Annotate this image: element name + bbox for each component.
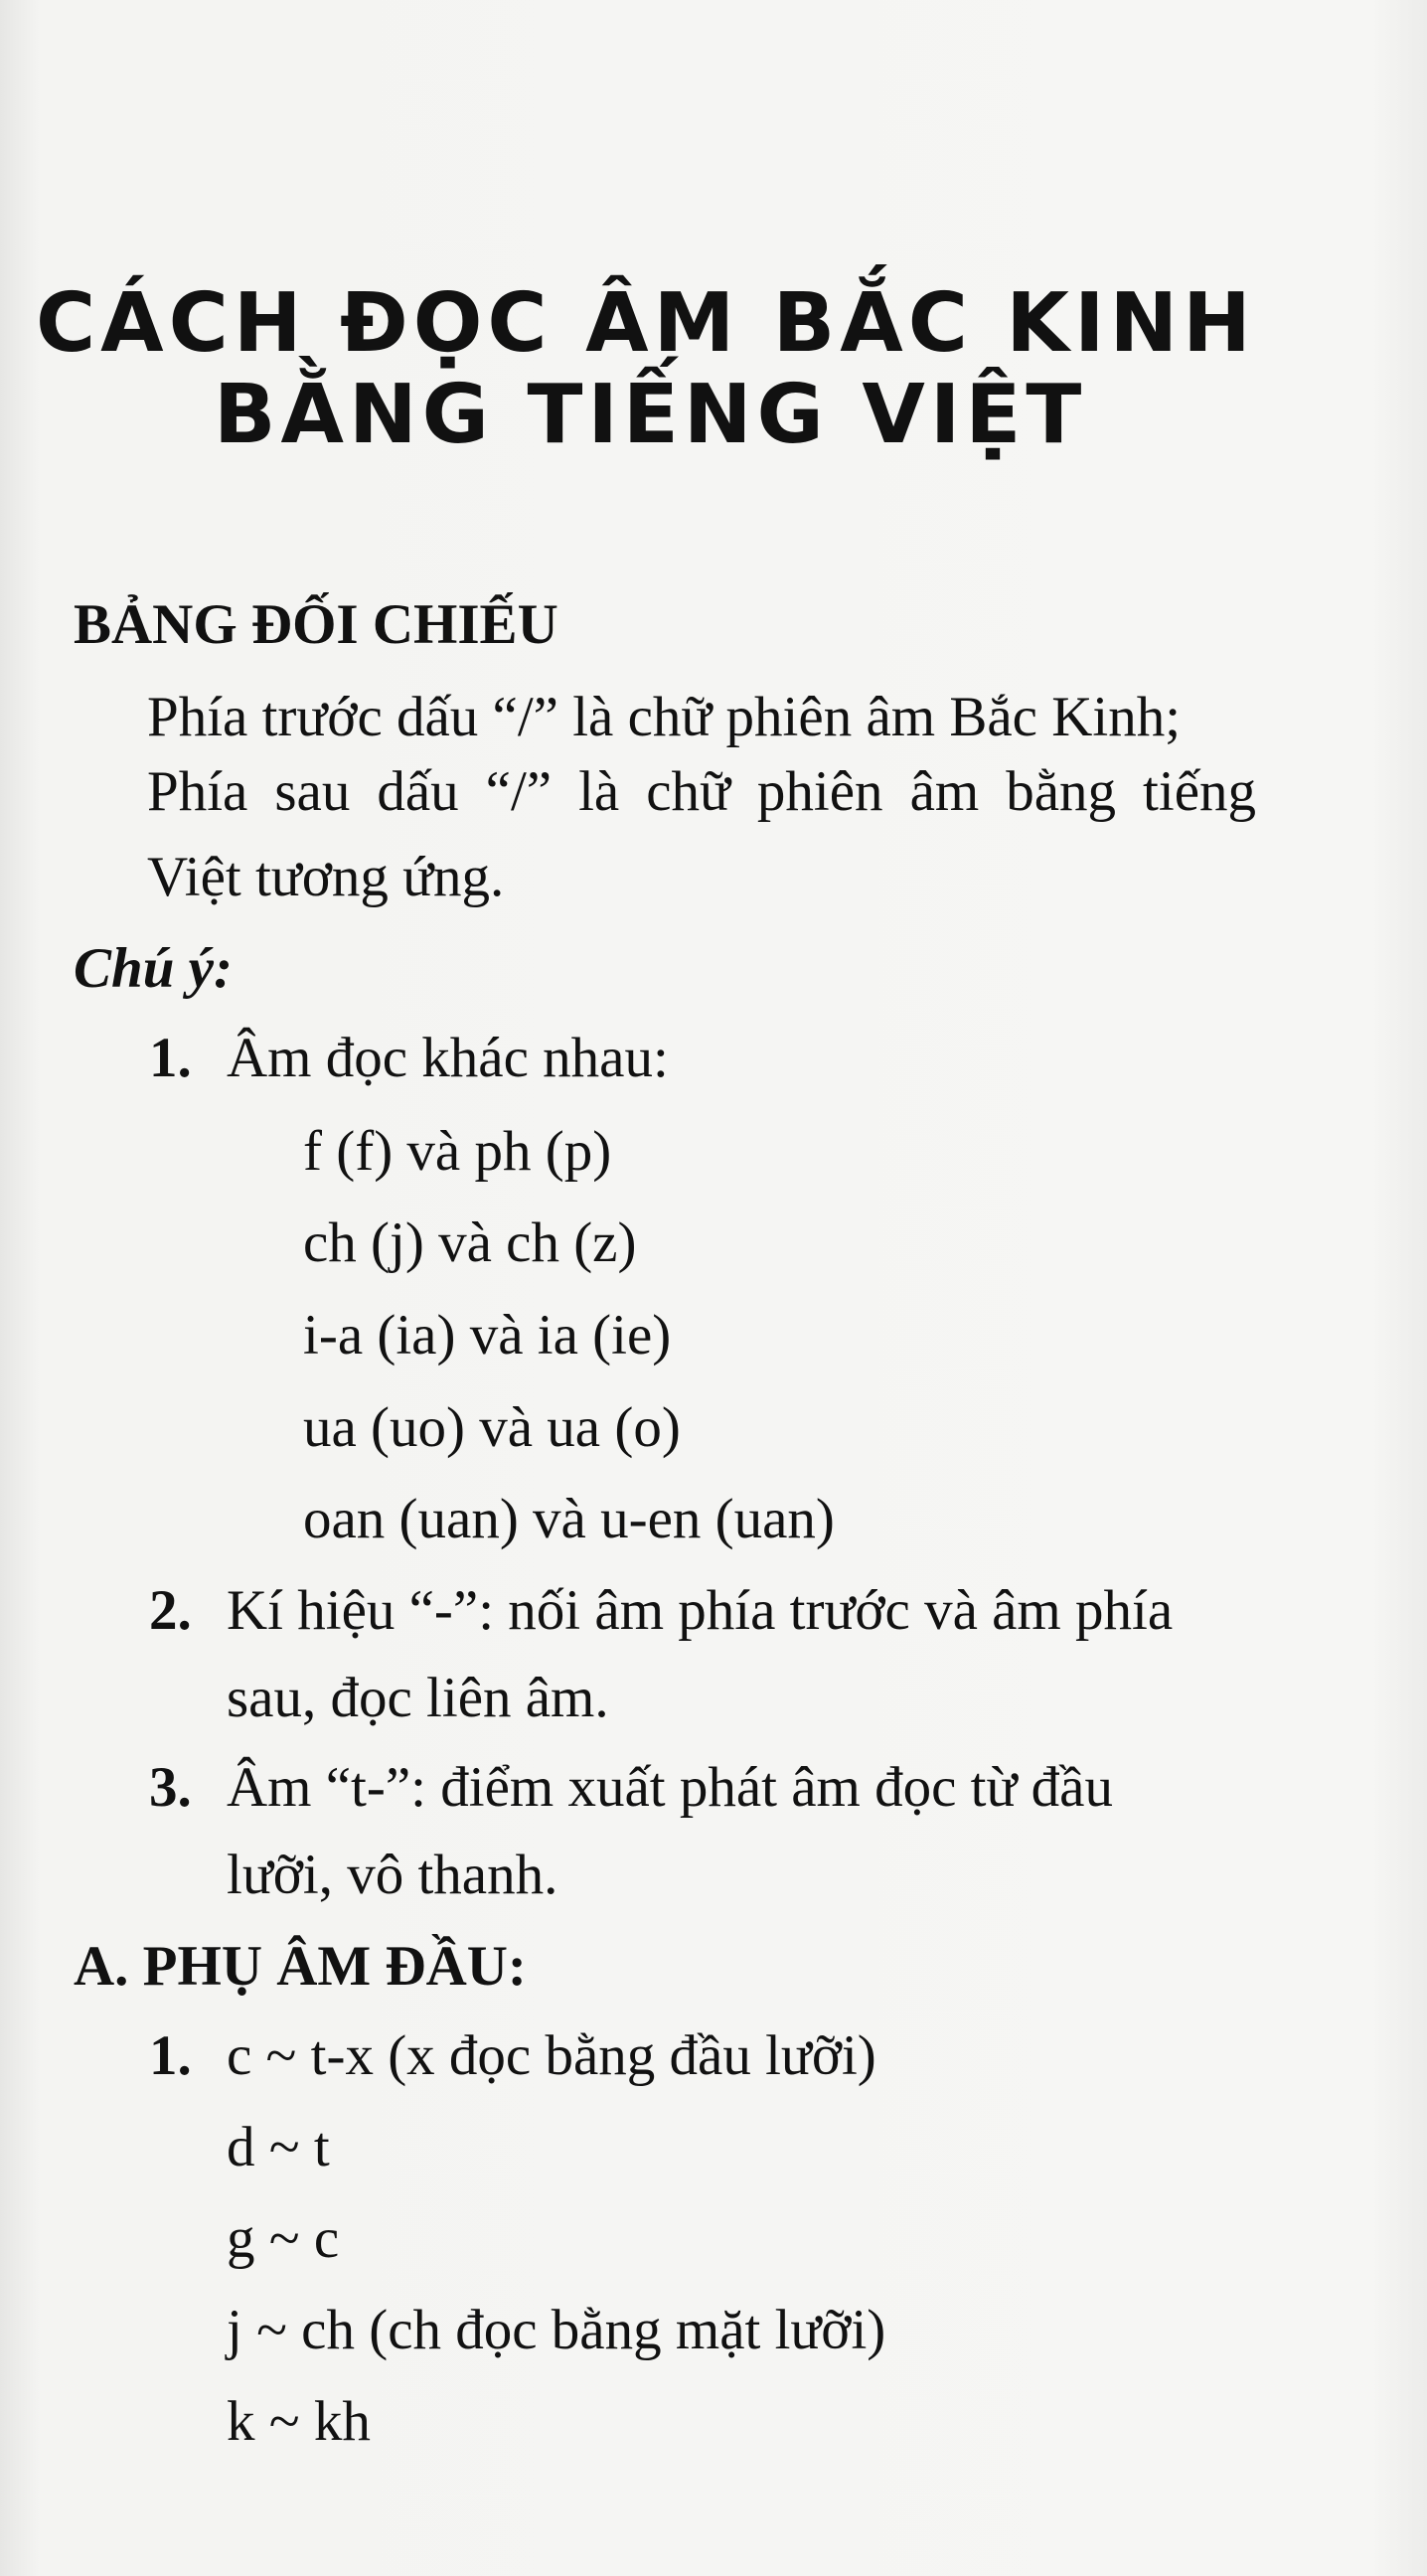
note-sub-item: oan (uan) và u-en (uan) xyxy=(303,1488,835,1550)
note-item-3-continuation: lưỡi, vô thanh. xyxy=(227,1844,558,1906)
consonant-item: j ~ ch (ch đọc bằng mặt lưỡi) xyxy=(227,2299,886,2361)
word: chữ xyxy=(646,760,730,823)
note-item-text: Âm đọc khác nhau: xyxy=(227,1027,669,1089)
intro-paragraph-line-1: Phía trước dấu “/” là chữ phiên âm Bắc Kinh; xyxy=(147,686,1182,748)
note-sub-item: ua (uo) và ua (o) xyxy=(303,1396,681,1459)
page-title-line-1: CÁCH ĐỌC ÂM BẮC KINH xyxy=(36,276,1256,371)
section-heading-compare: BẢNG ĐỐI CHIẾU xyxy=(74,593,558,656)
intro-paragraph-line-3: Việt tương ứng. xyxy=(147,846,505,908)
page-title-line-2: BẰNG TIẾNG VIỆT xyxy=(214,368,1087,462)
note-sub-item: ch (j) và ch (z) xyxy=(303,1211,637,1274)
note-item-text: Kí hiệu “-”: nối âm phía trước và âm phía xyxy=(227,1579,1174,1642)
word: bằng xyxy=(1006,760,1117,823)
note-item-2-continuation: sau, đọc liên âm. xyxy=(227,1667,609,1729)
word: là xyxy=(578,760,620,823)
word: phiên xyxy=(756,760,883,823)
word: dấu xyxy=(377,760,459,823)
word: tiếng xyxy=(1143,760,1256,823)
word: Phía xyxy=(147,760,248,823)
word: sau xyxy=(274,760,351,823)
note-item-number: 3. xyxy=(149,1756,192,1819)
note-item-number: 2. xyxy=(149,1579,192,1642)
consonant-item xyxy=(149,2024,876,2087)
note-item-text: Âm “t-”: điểm xuất phát âm đọc từ đầu xyxy=(227,1756,1113,1819)
note-label: Chú ý: xyxy=(74,937,233,1000)
note-sub-item: i-a (ia) và ia (ie) xyxy=(303,1304,672,1367)
note-item-2 xyxy=(149,1579,1174,1642)
section-heading-initial-consonants: A. PHỤ ÂM ĐẦU: xyxy=(74,1935,527,1998)
word: “/” xyxy=(485,760,553,823)
note-item-1 xyxy=(149,1027,669,1089)
intro-paragraph-line-2 xyxy=(147,760,1256,823)
consonant-item-number: 1. xyxy=(149,2024,192,2087)
consonant-item: g ~ c xyxy=(227,2207,340,2270)
consonant-item: d ~ t xyxy=(227,2116,330,2178)
note-item-number: 1. xyxy=(149,1027,192,1089)
consonant-item-text: c ~ t-x (x đọc bằng đầu lưỡi) xyxy=(227,2024,876,2087)
note-item-3 xyxy=(149,1756,1113,1819)
consonant-item: k ~ kh xyxy=(227,2390,371,2453)
note-sub-item: f (f) và ph (p) xyxy=(303,1120,612,1183)
word: âm xyxy=(909,760,980,823)
